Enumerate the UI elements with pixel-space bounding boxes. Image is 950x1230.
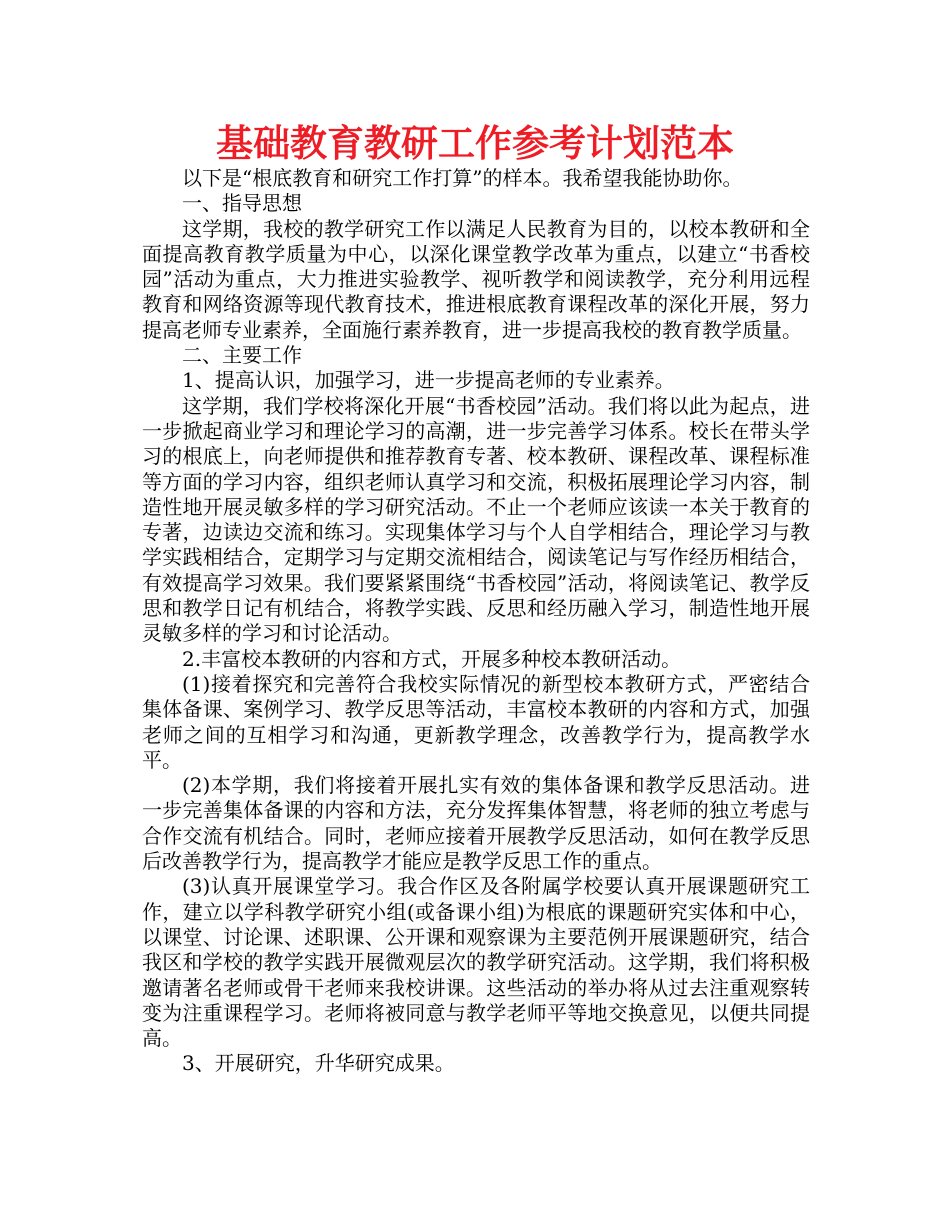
item-3-paragraph: (3)认真开展课堂学习。我合作区及各附属学校要认真开展课题研究工作，建立以学科教学研究小组(或备课小组)为根底的课题研究实体和中心，以课堂、讨论课、述职课、公开课和观察课为主要范例开展课题研究，结合我区和学校的教学实践开展微观层次的教学研究活动。这学期，我们将积极邀请著名老师或骨干老师来我校讲课。这些活动的举办将从过去注重观察转变为注重课程学习。老师将被同意与教学老师平等地交换意见，以便共同提高。 <box>142 874 810 1051</box>
section-heading-main-work: 二、主要工作 <box>182 343 302 368</box>
subheading-2: 2.丰富校本教研的内容和方式，开展多种校本教研活动。 <box>182 646 682 671</box>
intro-paragraph: 以下是“根底教育和研究工作打算”的样本。我希望我能协助你。 <box>182 166 743 190</box>
section-heading-guiding-ideology: 一、指导思想 <box>182 191 302 216</box>
subheading-1: 1、提高认识，加强学习，进一步提高老师的专业素养。 <box>182 368 675 393</box>
item-1-paragraph: (1)接着探究和完善符合我校实际情况的新型校本教研方式，严密结合集体备课、案例学习、教学反思等活动，丰富校本教研的内容和方式，加强老师之间的互相学习和沟通，更新教学理念，改善教学行为，提高教学水平。 <box>142 671 810 772</box>
subheading-3: 3、开展研究，升华研究成果。 <box>182 1051 455 1076</box>
guiding-ideology-paragraph: 这学期，我校的教学研究工作以满足人民教育为目的，以校本教研和全面提高教育教学质量为中心，以深化课堂教学改革为重点，以建立“书香校园”活动为重点，大力推进实验教学、视听教学和阅读教学，充分利用远程教育和网络资源等现代教育技术，推进根底教育课程改革的深化开展，努力提高老师专业素养，全面施行素养教育，进一步提高我校的教育教学质量。 <box>142 216 810 342</box>
study-paragraph: 这学期，我们学校将深化开展“书香校园”活动。我们将以此为起点，进一步掀起商业学习和理论学习的高潮，进一步完善学习体系。校长在带头学习的根底上，向老师提供和推荐教育专著、校本教研、课程改革、课程标准等方面的学习内容，组织老师认真学习和交流，积极拓展理论学习内容，制造性地开展灵敏多样的学习研究活动。不止一个老师应该读一本关于教育的专著，边读边交流和练习。实现集体学习与个人自学相结合，理论学习与教学实践相结合，定期学习与定期交流相结合，阅读笔记与写作经历相结合，有效提高学习效果。我们要紧紧围绕“书香校园”活动，将阅读笔记、教学反思和教学日记有机结合，将教学实践、反思和经历融入学习，制造性地开展灵敏多样的学习和讨论活动。 <box>142 393 810 646</box>
item-2-paragraph: (2)本学期，我们将接着开展扎实有效的集体备课和教学反思活动。进一步完善集体备课的内容和方法，充分发挥集体智慧，将老师的独立考虑与合作交流有机结合。同时，老师应接着开展教学反思活动，如何在教学反思后改善教学行为，提高教学才能应是教学反思工作的重点。 <box>142 773 810 874</box>
document-title: 基础教育教研工作参考计划范本 <box>216 122 734 165</box>
document-body <box>142 166 810 1077</box>
